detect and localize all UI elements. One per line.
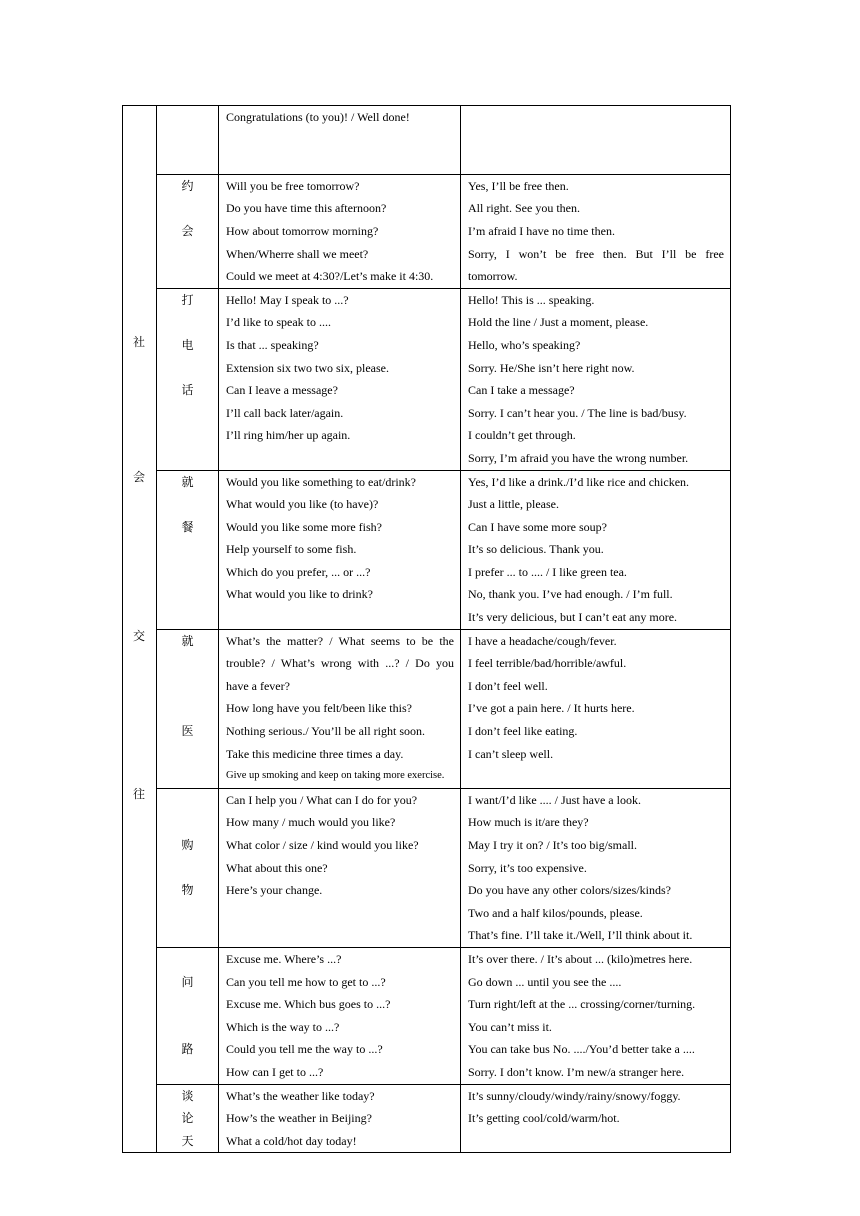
category-cell <box>157 174 219 288</box>
category-char <box>157 789 218 812</box>
question-line: How’s the weather in Beijing? <box>226 1111 372 1126</box>
answers-cell <box>461 947 731 1084</box>
category-char: 会 <box>181 223 194 238</box>
category-char: 就 <box>181 474 194 489</box>
question-line: Could we meet at 4:30?/Let’s make it 4:30. <box>226 269 434 284</box>
category-cell <box>157 947 219 1084</box>
category-cell <box>157 288 219 470</box>
answer-line: Sorry. He/She isn’t here right now. <box>468 360 635 375</box>
question-line: Excuse me. Which bus goes to ...? <box>226 997 391 1012</box>
question-line: Extension six two two six, please. <box>226 360 389 375</box>
questions-cell <box>219 174 461 288</box>
questions-cell <box>219 288 461 470</box>
answer-line: All right. See you then. <box>468 201 580 216</box>
section-row <box>123 947 731 1084</box>
answer-line: I couldn’t get through. <box>468 428 576 443</box>
question-line: Is that ... speaking? <box>226 337 319 352</box>
answers-cell <box>461 1084 731 1153</box>
question-line: Do you have time this afternoon? <box>226 201 387 216</box>
question-line: When/Wherre shall we meet? <box>226 246 369 261</box>
answer-line: I want/I’d like .... / Just have a look. <box>468 792 641 807</box>
answer-line: I don’t feel like eating. <box>468 724 578 739</box>
category-char <box>157 151 218 174</box>
category-char <box>157 948 218 971</box>
answer-line: Sorry. I can’t hear you. / The line is bad/busy. <box>468 405 687 420</box>
answer-line: Sorry, it’s too expensive. <box>468 860 587 875</box>
answer-line: It’s getting cool/cold/warm/hot. <box>468 1111 620 1126</box>
question-line: Will you be free tomorrow? <box>226 178 360 193</box>
question-line: Here’s your change. <box>226 883 323 898</box>
category-char: 打 <box>181 292 194 307</box>
answer-line: Hello, who’s speaking? <box>468 337 581 352</box>
category-char <box>157 857 218 880</box>
answer-line: You can’t miss it. <box>468 1019 552 1034</box>
answers-cell <box>461 106 731 175</box>
answer-line: I have a headache/cough/fever. <box>468 633 617 648</box>
answer-line: It’s very delicious, but I can’t eat any more. <box>468 610 678 625</box>
section-row <box>123 470 731 629</box>
question-line: trouble? / What’s wrong with ...? / Do you <box>226 656 454 671</box>
section-row <box>123 288 731 470</box>
category-char <box>157 675 218 698</box>
category-cell <box>157 470 219 629</box>
answer-line: I can’t sleep well. <box>468 746 554 761</box>
answer-line: Turn right/left at the ... crossing/corner/turning. <box>468 997 696 1012</box>
answer-line: I don’t feel well. <box>468 678 548 693</box>
question-line: Take this medicine three times a day. <box>226 746 404 761</box>
answer-line <box>461 1130 730 1153</box>
expressions-table <box>122 105 731 1153</box>
question-line: Help yourself to some fish. <box>226 542 357 557</box>
question-line: Congratulations (to you)! / Well done! <box>226 110 410 124</box>
answer-line: Hello! This is ... speaking. <box>468 292 595 307</box>
answer-line: It’s sunny/cloudy/windy/rainy/snowy/foggy. <box>468 1088 681 1103</box>
answer-line <box>461 106 730 129</box>
answer-line: Can I have some more soup? <box>468 519 607 534</box>
question-line: I’ll call back later/again. <box>226 405 344 420</box>
question-line: Which is the way to ...? <box>226 1019 340 1034</box>
category-char: 电 <box>181 337 194 352</box>
answers-cell <box>461 788 731 947</box>
section-row <box>123 788 731 947</box>
question-line: Hello! May I speak to ...? <box>226 292 349 307</box>
category-char <box>157 106 218 129</box>
category-char <box>157 993 218 1016</box>
section-row <box>123 174 731 288</box>
answer-line: That’s fine. I’ll take it./Well, I’ll think about it. <box>468 928 693 943</box>
outer-category-char: 交 <box>132 629 145 643</box>
answer-line: How much is it/are they? <box>468 815 589 830</box>
question-line: What would you like (to have)? <box>226 497 379 512</box>
questions-cell <box>219 629 461 788</box>
answer-line: I prefer ... to .... / I like green tea. <box>468 564 627 579</box>
question-line: I’ll ring him/her up again. <box>226 428 351 443</box>
category-char: 物 <box>181 883 194 898</box>
question-line: What’s the weather like today? <box>226 1088 375 1103</box>
question-line: Which do you prefer, ... or ...? <box>226 564 371 579</box>
question-line: What a cold/hot day today! <box>226 1133 357 1148</box>
question-line: What about this one? <box>226 860 328 875</box>
category-char <box>157 1016 218 1039</box>
questions-cell <box>219 947 461 1084</box>
question-line: Excuse me. Where’s ...? <box>226 951 342 966</box>
questions-cell <box>219 106 461 175</box>
category-char: 路 <box>181 1042 194 1057</box>
question-line: How about tomorrow morning? <box>226 223 379 238</box>
category-char: 天 <box>181 1133 194 1148</box>
question-line: How can I get to ...? <box>226 1064 324 1079</box>
section-row <box>123 629 731 788</box>
answer-line: You can take bus No. ..../You’d better take a .... <box>468 1042 695 1057</box>
answer-line: I’ve got a pain here. / It hurts here. <box>468 701 635 716</box>
answer-line: I feel terrible/bad/horrible/awful. <box>468 656 627 671</box>
question-line: Would you like something to eat/drink? <box>226 474 417 489</box>
category-cell <box>157 629 219 788</box>
answer-line: Sorry, I won’t be free then. But I’ll be free <box>468 246 724 261</box>
question-line: What’s the matter? / What seems to be the <box>226 633 454 648</box>
category-char <box>157 697 218 720</box>
category-char <box>157 197 218 220</box>
answer-line: Two and a half kilos/pounds, please. <box>468 905 643 920</box>
answer-line: Do you have any other colors/sizes/kinds? <box>468 883 671 898</box>
answer-line: It’s so delicious. Thank you. <box>468 542 604 557</box>
questions-cell <box>219 1084 461 1153</box>
answer-line: Sorry. I don’t know. I’m new/a stranger here. <box>468 1064 685 1079</box>
question-line: Can I leave a message? <box>226 383 338 398</box>
answer-line: Sorry, I’m afraid you have the wrong number. <box>468 450 689 465</box>
questions-cell <box>219 788 461 947</box>
question-line: How long have you felt/been like this? <box>226 701 412 716</box>
category-cell <box>157 1084 219 1153</box>
answer-line: Yes, I’d like a drink./I’d like rice and chicken. <box>468 474 690 489</box>
question-line: have a fever? <box>226 678 290 693</box>
category-char: 问 <box>181 974 194 989</box>
category-char <box>157 129 218 152</box>
category-char <box>157 493 218 516</box>
answer-line: May I try it on? / It’s too big/small. <box>468 838 637 852</box>
answer-line: It’s over there. / It’s about ... (kilo)metres here. <box>468 951 693 966</box>
category-cell <box>157 788 219 947</box>
question-line: Nothing serious./ You’ll be all right soon. <box>226 724 426 739</box>
answer-line: Can I take a message? <box>468 383 575 398</box>
category-char: 购 <box>181 838 194 852</box>
answer-line: Go down ... until you see the .... <box>468 974 622 989</box>
question-line: Can I help you / What can I do for you? <box>226 792 418 807</box>
category-char <box>157 357 218 380</box>
question-line: I’d like to speak to .... <box>226 315 331 330</box>
question-line: Would you like some more fish? <box>226 519 383 534</box>
category-char: 就 <box>181 633 194 648</box>
answer-line: Yes, I’ll be free then. <box>468 178 569 193</box>
answer-line: Hold the line / Just a moment, please. <box>468 315 649 330</box>
answers-cell <box>461 174 731 288</box>
outer-category-char: 会 <box>132 470 145 484</box>
answers-cell <box>461 629 731 788</box>
category-char: 谈 <box>181 1088 194 1103</box>
category-cell <box>157 106 219 175</box>
answers-cell <box>461 288 731 470</box>
questions-cell <box>219 470 461 629</box>
answer-line: No, thank you. I’ve had enough. / I’m full. <box>468 587 673 602</box>
category-char <box>157 811 218 834</box>
answer-line: Just a little, please. <box>468 497 559 512</box>
category-char <box>157 311 218 334</box>
category-char: 论 <box>181 1111 194 1126</box>
category-char <box>157 652 218 675</box>
outer-category-char: 往 <box>132 787 145 801</box>
category-char: 话 <box>181 383 194 398</box>
section-row <box>123 106 731 175</box>
answer-line: tomorrow. <box>468 269 518 284</box>
section-row <box>123 1084 731 1153</box>
question-line: What would you like to drink? <box>226 587 373 602</box>
category-char: 约 <box>181 178 194 193</box>
question-line: What color / size / kind would you like? <box>226 838 419 852</box>
outer-category-char: 社 <box>132 335 145 349</box>
answer-line: I’m afraid I have no time then. <box>468 223 615 238</box>
question-line: How many / much would you like? <box>226 815 396 830</box>
question-line: Could you tell me the way to ...? <box>226 1042 383 1057</box>
category-char: 餐 <box>181 519 194 534</box>
question-line: Give up smoking and keep on taking more exercise. <box>226 770 445 782</box>
category-char: 医 <box>181 724 194 739</box>
answers-cell <box>461 470 731 629</box>
question-line: Can you tell me how to get to ...? <box>226 974 386 989</box>
